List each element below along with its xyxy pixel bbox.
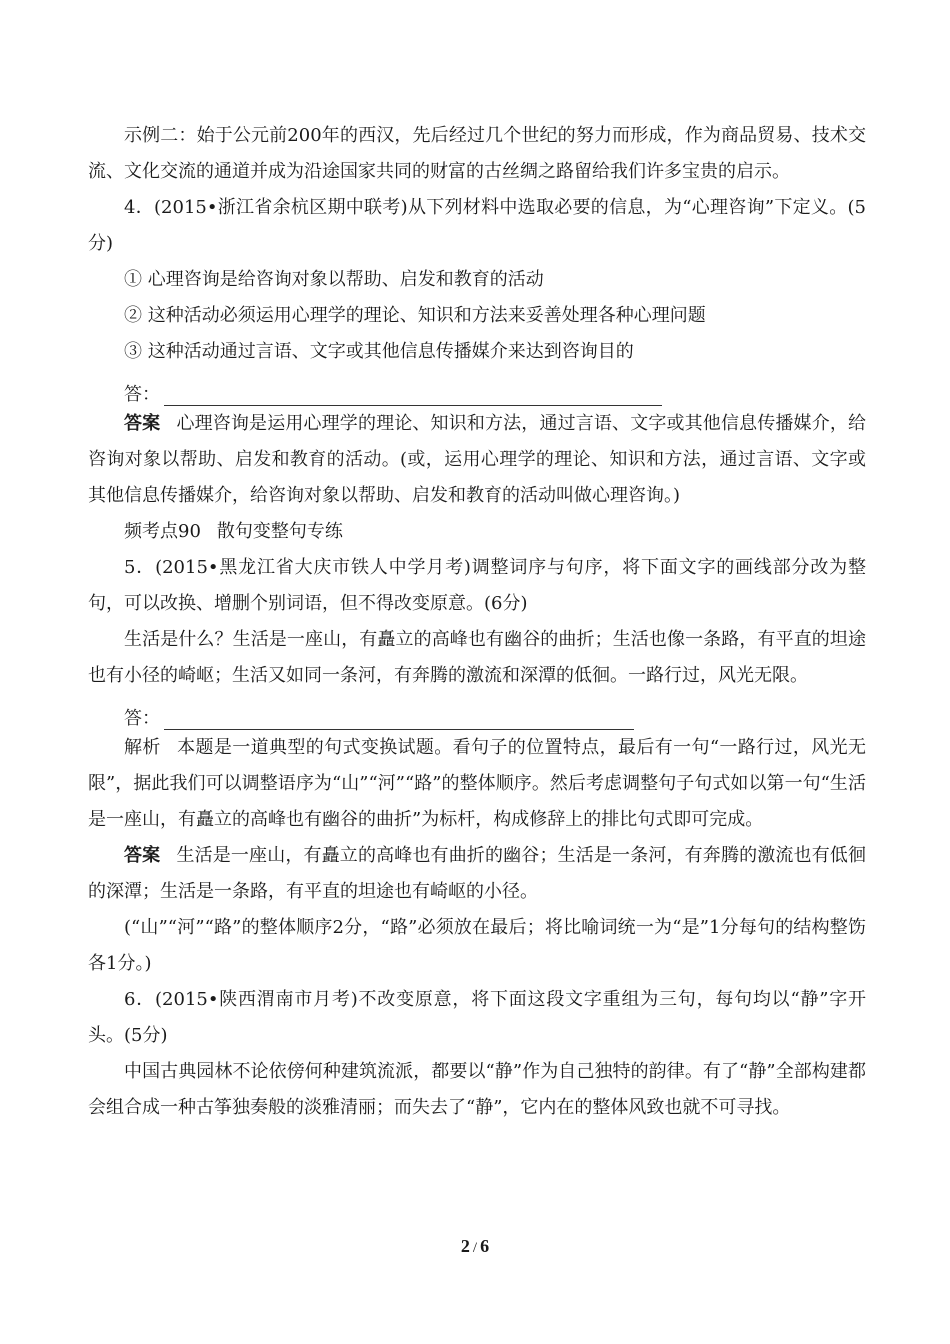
- current-page: 2: [460, 1236, 470, 1256]
- question-4-item-3: ③ 这种活动通过言语、文字或其他信息传播媒介来达到咨询目的: [124, 341, 634, 362]
- question-6-stem: 6．(2015•陕西渭南市月考)不改变原意，将下面这段文字重组为三句，每句均以“静”字开头。(5分): [88, 989, 866, 1046]
- answer-text: 生活是一座山，有矗立的高峰也有曲折的幽谷；生活是一条河，有奔腾的激流也有低徊的深潭；生活是一条路，有平直的坦途也有崎岖的小径。: [88, 845, 867, 902]
- question-5-passage: 生活是什么？生活是一座山，有矗立的高峰也有幽谷的曲折；生活也像一条路，有平直的坦途也有小径的崎岖；生活又如同一条河，有奔腾的激流和深潭的低徊。一路行过，风光无限。: [88, 629, 866, 686]
- answer-prompt: 答：: [124, 708, 160, 729]
- answer-label: 答案: [124, 845, 161, 866]
- analysis-label: 解析: [124, 737, 161, 758]
- total-pages: 6: [480, 1236, 490, 1256]
- section-title: 散句变整句专练: [216, 521, 343, 542]
- question-4-item-2: ② 这种活动必须运用心理学的理论、知识和方法来妥善处理各种心理问题: [124, 305, 706, 326]
- answer-prompt: 答：: [124, 384, 160, 405]
- page-content: [88, 118, 866, 1126]
- question-4-answer-line: [88, 370, 866, 406]
- answer-text: 心理咨询是运用心理学的理论、知识和方法，通过言语、文字或其他信息传播媒介，给咨询对象以帮助、启发和教育的活动。(或，运用心理学的理论、知识和方法，通过言语、文字或其他信息传播媒介，给咨询对象以帮助、启发和教育的活动叫做心理咨询。): [88, 413, 867, 506]
- section-heading: [88, 514, 866, 550]
- question-5-answer: [88, 838, 866, 910]
- page-separator: /: [472, 1240, 478, 1256]
- example-two-paragraph: 示例二：始于公元前200年的西汉，先后经过几个世纪的努力而形成，作为商品贸易、技术交流、文化交流的通道并成为沿途国家共同的财富的古丝绸之路留给我们许多宝贵的启示。: [88, 125, 866, 182]
- question-6-passage: 中国古典园林不论依傍何种建筑流派，都要以“静”作为自己独特的韵律。有了“静”全部构建都会组合成一种古筝独奏般的淡雅清丽；而失去了“静”，它内在的整体风致也就不可寻找。: [88, 1061, 866, 1118]
- question-5-analysis: [88, 730, 866, 838]
- question-4-stem: 4．(2015•浙江省余杭区期中联考)从下列材料中选取必要的信息，为“心理咨询”下定义。(5分): [88, 197, 866, 254]
- question-4-answer: [88, 406, 866, 514]
- question-5-answer-line: [88, 694, 866, 730]
- answer-blank-underline: [164, 703, 634, 730]
- question-5-scoring-note: (“山”“河”“路”的整体顺序2分，“路”必须放在最后；将比喻词统一为“是”1分每句的结构整饬各1分。): [88, 917, 866, 974]
- question-4-item-1: ① 心理咨询是给咨询对象以帮助、启发和教育的活动: [124, 269, 544, 290]
- question-5-stem: 5．(2015•黑龙江省大庆市铁人中学月考)调整词序与句序，将下面文字的画线部分改为整句，可以改换、增删个别词语，但不得改变原意。(6分): [88, 557, 866, 614]
- answer-label: 答案: [124, 413, 161, 434]
- answer-blank-underline: [164, 379, 662, 406]
- analysis-text: 本题是一道典型的句式变换试题。看句子的位置特点，最后有一句“一路行过，风光无限”，据此我们可以调整语序为“山”“河”“路”的整体顺序。然后考虑调整句子句式如以第一句“生活是一座山，有矗立的高峰也有幽谷的曲折”为标杆，构成修辞上的排比句式即可完成。: [88, 737, 867, 830]
- section-label: 频考点90: [124, 521, 201, 542]
- page-number: [0, 1236, 950, 1257]
